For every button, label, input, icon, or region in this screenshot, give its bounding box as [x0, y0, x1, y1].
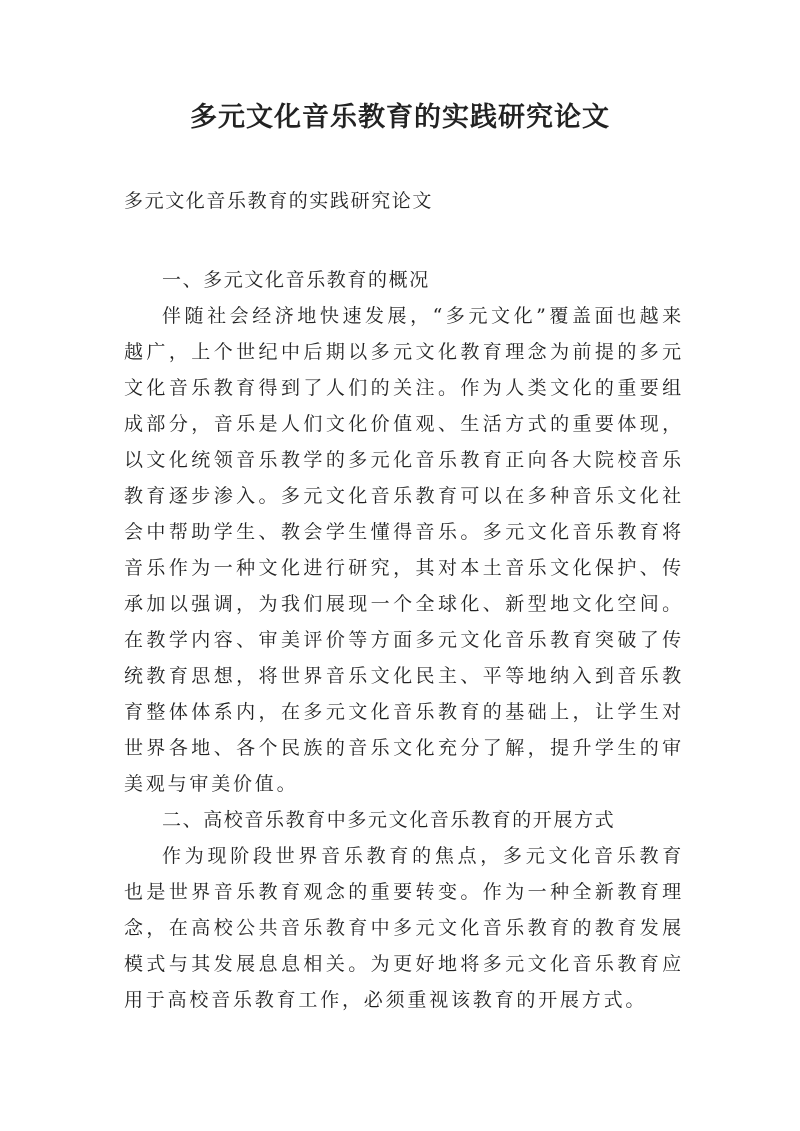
document-subtitle: 多元文化音乐教育的实践研究论文 — [124, 190, 434, 212]
section-paragraph-1: 伴随社会经济地快速发展，“多元文化”覆盖面也越来越广，上个世纪中后期以多元文化教育理念为前提的多元文化音乐教育得到了人们的关注。作为人类文化的重要组成部分，音乐是人们文化价值观、生活方式的重要体现，以文化统领音乐教学的多元化音乐教育正向各大院校音乐教育逐步渗入。多元文化音乐教育可以在多种音乐文化社会中帮助学生、教会学生懂得音乐。多元文化音乐教育将音乐作为一种文化进行研究，其对本土音乐文化保护、传承加以强调，为我们展现一个全球化、新型地文化空间。在教学内容、审美评价等方面多元文化音乐教育突破了传统教育思想，将世界音乐文化民主、平等地纳入到音乐教育整体体系内，在多元文化音乐教育的基础上，让学生对世界各地、各个民族的音乐文化充分了解，提升学生的审美观与审美价值。 — [124, 305, 684, 795]
document-body — [124, 262, 684, 1018]
section-heading-2: 二、高校音乐教育中多元文化音乐教育的开展方式 — [162, 809, 616, 831]
document-title: 多元文化音乐教育的实践研究论文 — [190, 102, 610, 133]
section-heading-1: 一、多元文化音乐教育的概况 — [162, 269, 430, 291]
section-paragraph-2: 作为现阶段世界音乐教育的焦点，多元文化音乐教育也是世界音乐教育观念的重要转变。作为一种全新教育理念，在高校公共音乐教育中多元文化音乐教育的教育发展模式与其发展息息相关。为更好地将多元文化音乐教育应用于高校音乐教育工作，必须重视该教育的开展方式。 — [124, 845, 684, 1011]
